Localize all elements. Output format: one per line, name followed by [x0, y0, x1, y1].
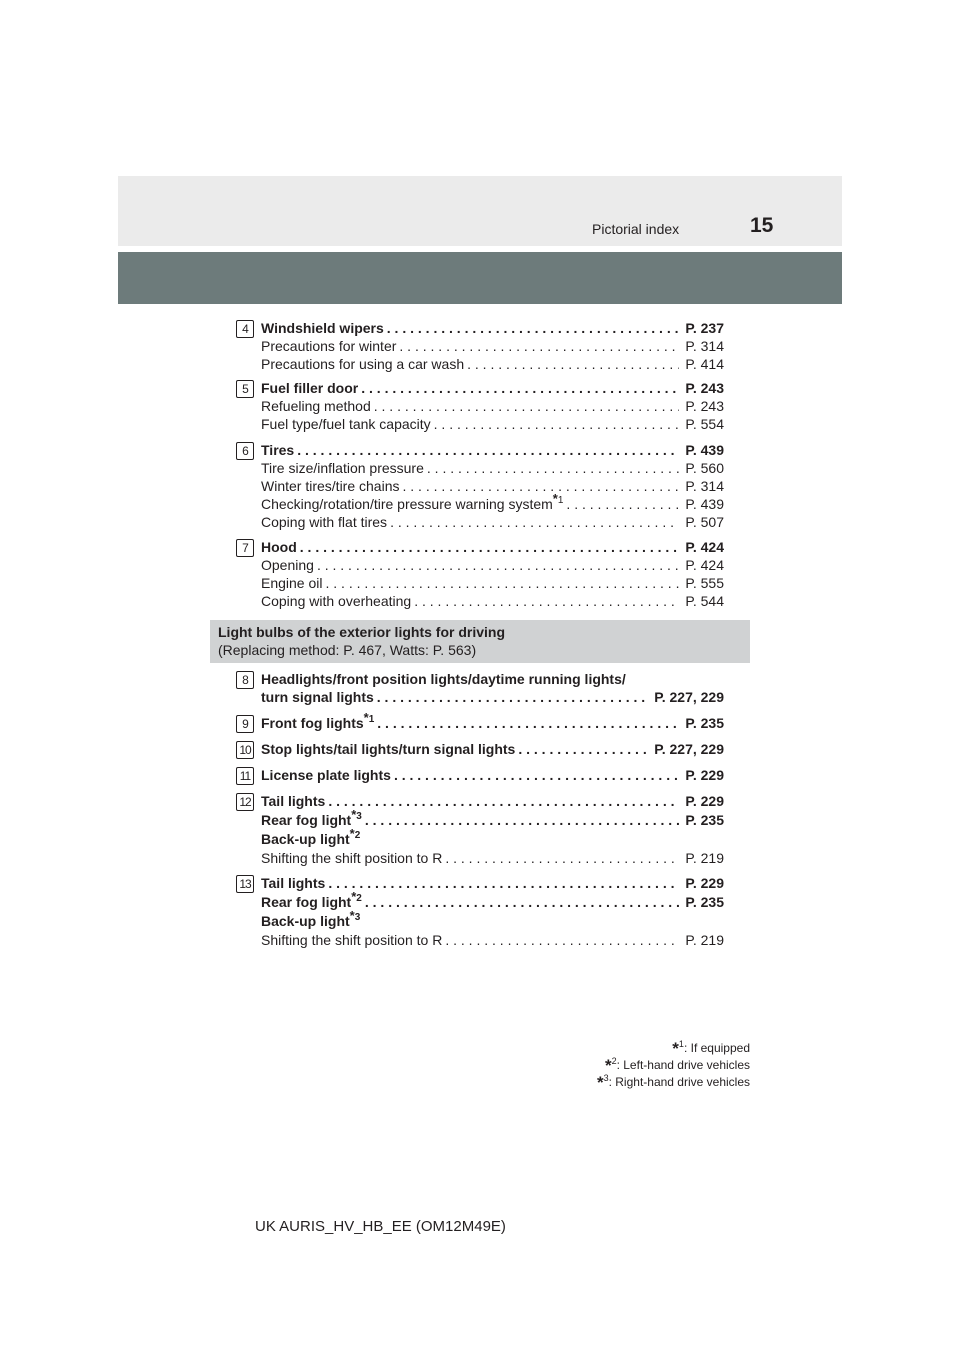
index-line[interactable]: Fuel filler door . . . P. 243: [261, 380, 724, 398]
index-line[interactable]: Windshield wipers . . . P. 237: [261, 320, 724, 338]
index-line: Headlights/front position lights/daytime running lights/: [261, 671, 626, 687]
page-ref: P. 507: [685, 514, 724, 530]
page-ref: P. 439: [685, 442, 724, 458]
page-ref: P. 235: [685, 715, 724, 731]
page-ref: P. 243: [685, 380, 724, 396]
entry-tires: [236, 442, 728, 532]
entry-windshield-wipers: [236, 320, 728, 374]
item-number-badge: 10: [236, 741, 254, 759]
page-ref: P. 229: [685, 793, 724, 809]
page-ref: P. 554: [685, 416, 724, 432]
item-number-badge: 6: [236, 442, 254, 460]
section-heading: Light bulbs of the exterior lights for driving: [218, 624, 505, 640]
page-ref: P. 227, 229: [654, 741, 724, 757]
index-line[interactable]: Tire size/inflation pressure . . . P. 560: [261, 460, 724, 478]
page-ref: P. 237: [685, 320, 724, 336]
index-line[interactable]: Rear fog light$^{*3}$ . . . P. 235: [261, 812, 724, 830]
index-line[interactable]: Precautions for using a car wash . . . P. 414: [261, 356, 724, 374]
footnote-marker: *3: [349, 908, 361, 924]
index-line[interactable]: License plate lights . . . P. 229: [261, 767, 724, 785]
entry-hood: [236, 539, 728, 611]
footnote: *$^3$: Right-hand drive vehicles: [596, 1073, 750, 1092]
page-ref: P. 414: [685, 356, 724, 372]
page-ref: P. 560: [685, 460, 724, 476]
entry-rear-lights-lhd: [236, 793, 728, 867]
item-number-badge: 11: [236, 767, 254, 785]
index-line[interactable]: Hood . . . P. 424: [261, 539, 724, 557]
section-title: Pictorial index: [592, 221, 680, 237]
entry-front-fog-lights: [236, 710, 728, 733]
page-ref: P. 229: [685, 875, 724, 891]
page-ref: P. 243: [685, 398, 724, 414]
index-line[interactable]: Shifting the shift position to R . . . P. 219: [261, 850, 724, 868]
footnote-marker: *1: [363, 710, 375, 726]
footnote-marker: *1: [552, 491, 564, 507]
page-ref: P. 229: [685, 767, 724, 783]
footnote: *$^2$: Left-hand drive vehicles: [604, 1056, 750, 1075]
index-line[interactable]: Refueling method . . . P. 243: [261, 398, 724, 416]
index-line[interactable]: Engine oil . . . P. 555: [261, 575, 724, 593]
page-ref: P. 227, 229: [654, 689, 724, 705]
lights-section-header: [210, 620, 750, 663]
page-ref: P. 439: [685, 496, 724, 512]
section-subheading: (Replacing method: P. 467, Watts: P. 563): [218, 642, 477, 658]
footnote-marker: *2: [351, 889, 362, 905]
item-number-badge: 4: [236, 320, 254, 338]
page-ref: P. 235: [685, 894, 724, 910]
index-line[interactable]: Coping with overheating . . . P. 544: [261, 593, 724, 611]
index-line[interactable]: Shifting the shift position to R . . . P. 219: [261, 932, 724, 950]
entry-stop-lights: [236, 741, 728, 759]
page-ref: P. 424: [685, 539, 724, 555]
page-ref: P. 314: [685, 478, 724, 494]
index-line: Back-up light$^{*2}$: [261, 826, 361, 847]
footnote-marker: *3: [351, 807, 362, 823]
index-line[interactable]: Rear fog light$^{*2}$ . . . P. 235: [261, 894, 724, 912]
index-line[interactable]: Fuel type/fuel tank capacity . . . P. 554: [261, 416, 724, 434]
item-number-badge: 8: [236, 671, 254, 689]
page-ref: P. 424: [685, 557, 724, 573]
index-line[interactable]: Checking/rotation/tire pressure warning system$^{*1}$ . . . P. 439: [261, 496, 724, 514]
entry-headlights: [236, 671, 728, 707]
page-ref: P. 544: [685, 593, 724, 609]
page-number: 15: [750, 214, 774, 237]
index-line[interactable]: Tail lights . . . P. 229: [261, 875, 724, 893]
entry-fuel-filler-door: [236, 380, 728, 434]
index-line[interactable]: Precautions for winter . . . P. 314: [261, 338, 724, 356]
page-ref: P. 219: [685, 932, 724, 948]
item-number-badge: 5: [236, 380, 254, 398]
entry-rear-lights-rhd: [236, 875, 728, 949]
page-ref: P. 555: [685, 575, 724, 591]
index-line[interactable]: Coping with flat tires . . . P. 507: [261, 514, 724, 532]
footnote: *$^1$: If equipped: [672, 1039, 750, 1058]
footer-model-code: UK AURIS_HV_HB_EE (OM12M49E): [255, 1218, 506, 1235]
item-number-badge: 13: [236, 875, 254, 893]
index-line[interactable]: Tires . . . P. 439: [261, 442, 724, 460]
footnote-marker: *2: [349, 826, 361, 842]
footnotes: [597, 1040, 750, 1091]
item-number-badge: 9: [236, 715, 254, 733]
header-band: [118, 252, 842, 304]
header-bar: [118, 176, 842, 246]
page-ref: P. 219: [685, 850, 724, 866]
item-number-badge: 7: [236, 539, 254, 557]
page-ref: P. 235: [685, 812, 724, 828]
item-number-badge: 12: [236, 793, 254, 811]
index-line[interactable]: Front fog lights$^{*1}$ . . . P. 235: [261, 715, 724, 733]
index-line[interactable]: Opening . . . P. 424: [261, 557, 724, 575]
page-ref: P. 314: [685, 338, 724, 354]
index-line: Back-up light$^{*3}$: [261, 908, 361, 929]
index-line[interactable]: turn signal lights . . . P. 227, 229: [261, 689, 724, 707]
entry-license-plate-lights: [236, 767, 728, 785]
index-line[interactable]: Stop lights/tail lights/turn signal lights . . . P. 227, 229: [261, 741, 724, 759]
index-line[interactable]: Winter tires/tire chains . . . P. 314: [261, 478, 724, 496]
index-line[interactable]: Tail lights . . . P. 229: [261, 793, 724, 811]
